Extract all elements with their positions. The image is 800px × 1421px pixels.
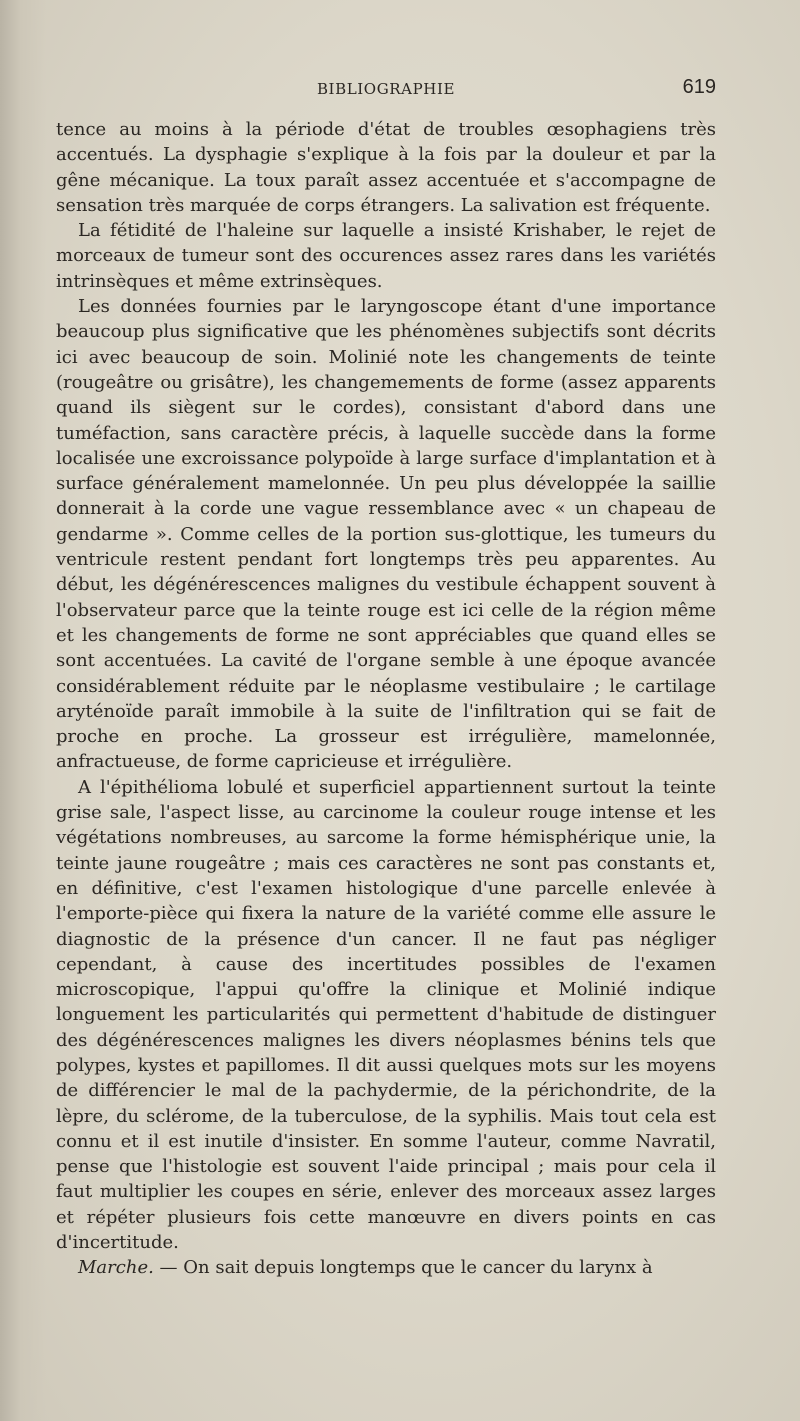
body-text bbox=[56, 117, 716, 1281]
paragraph-5 bbox=[56, 1255, 716, 1280]
paragraph-5-text: — On sait depuis longtemps que le cancer du larynx à bbox=[153, 1257, 653, 1279]
paragraph-2: La fétidité de l'haleine sur laquelle a insisté Krishaber, le rejet de morceaux de tumeur sont des occurences assez rares dans les variétés intrinsèques et même extrinsèques. bbox=[56, 220, 716, 292]
paragraph-1: tence au moins à la période d'état de troubles œsophagiens très accentués. La dysphagie s'explique à la fois par la douleur et par la gêne mécanique. La toux paraît assez accentuée et s'accompagne de sensation très marquée de corps étrangers. La salivation est fréquente. bbox=[56, 119, 716, 216]
running-title: BIBLIOGRAPHIE bbox=[316, 80, 456, 98]
paragraph-3: Les données fournies par le laryngoscope étant d'une importance beaucoup plus significative que les phénomènes subjectifs sont décrits ici avec beaucoup de soin. Molinié note les changements de teinte (rougeâtre ou grisâtre), les changemements de forme (assez apparents quand ils siègent sur le cordes), consistant d'abord dans une tuméfaction, sans caractère précis, à laquelle succède dans la forme localisée une excroissance polypoïde à large surface d'implantation et à surface généralement mamelonnée. Un peu plus développée la saillie donnerait à la corde une vague ressemblance avec « un chapeau de gendarme ». Comme celles de la portion sus-glottique, les tumeurs du ventricule restent pendant fort longtemps très peu apparentes. Au début, les dégénérescences malignes du vestibule échappent souvent à l'observateur parce que la teinte rouge est ici celle de la région même et les changements de forme ne sont appréciables que quand elles se sont accentuées. La cavité de l'organe semble à une époque avancée considérablement réduite par le néoplasme vestibulaire ; le cartilage aryténoïde paraît immobile à la suite de l'infiltration qui se fait de proche en proche. La grosseur est irrégulière, mamelonnée, anfractueuse, de forme capricieuse et irrégulière. bbox=[56, 296, 716, 773]
binding-gutter-shadow bbox=[0, 0, 46, 1421]
section-lead-marche: Marche. bbox=[78, 1257, 154, 1279]
page-number: 619 bbox=[682, 76, 716, 98]
running-head bbox=[56, 76, 716, 102]
paragraph-4: A l'épithélioma lobulé et superficiel appartiennent surtout la teinte grise sale, l'aspect lisse, au carcinome la couleur rouge intense et les végétations nombreuses, au sarcome la forme hémisphérique unie, la teinte jaune rougeâtre ; mais ces caractères ne sont pas constants et, en définitive, c'est l'examen histologique d'une parcelle enlevée à l'emporte-pièce qui fixera la nature de la variété comme elle assure le diagnostic de la présence d'un cancer. Il ne faut pas négliger cependant, à cause des incertitudes possibles de l'examen microscopique, l'appui qu'offre la clinique et Molinié indique longuement les particularités qui permettent d'habitude de distinguer des dégénérescences malignes les divers néoplasmes bénins tels que polypes, kystes et papillomes. Il dit aussi quelques mots sur les moyens de différencier le mal de la pachydermie, de la périchondrite, de la lèpre, du sclérome, de la tuberculose, de la syphilis. Mais tout cela est connu et il est inutile d'insister. En somme l'auteur, comme Navratil, pense que l'histologie est souvent l'aide principal ; mais pour cela il faut multiplier les coupes en série, enlever des morceaux assez larges et répéter plusieurs fois cette manœuvre en divers points en cas d'incertitude. bbox=[56, 776, 716, 1254]
